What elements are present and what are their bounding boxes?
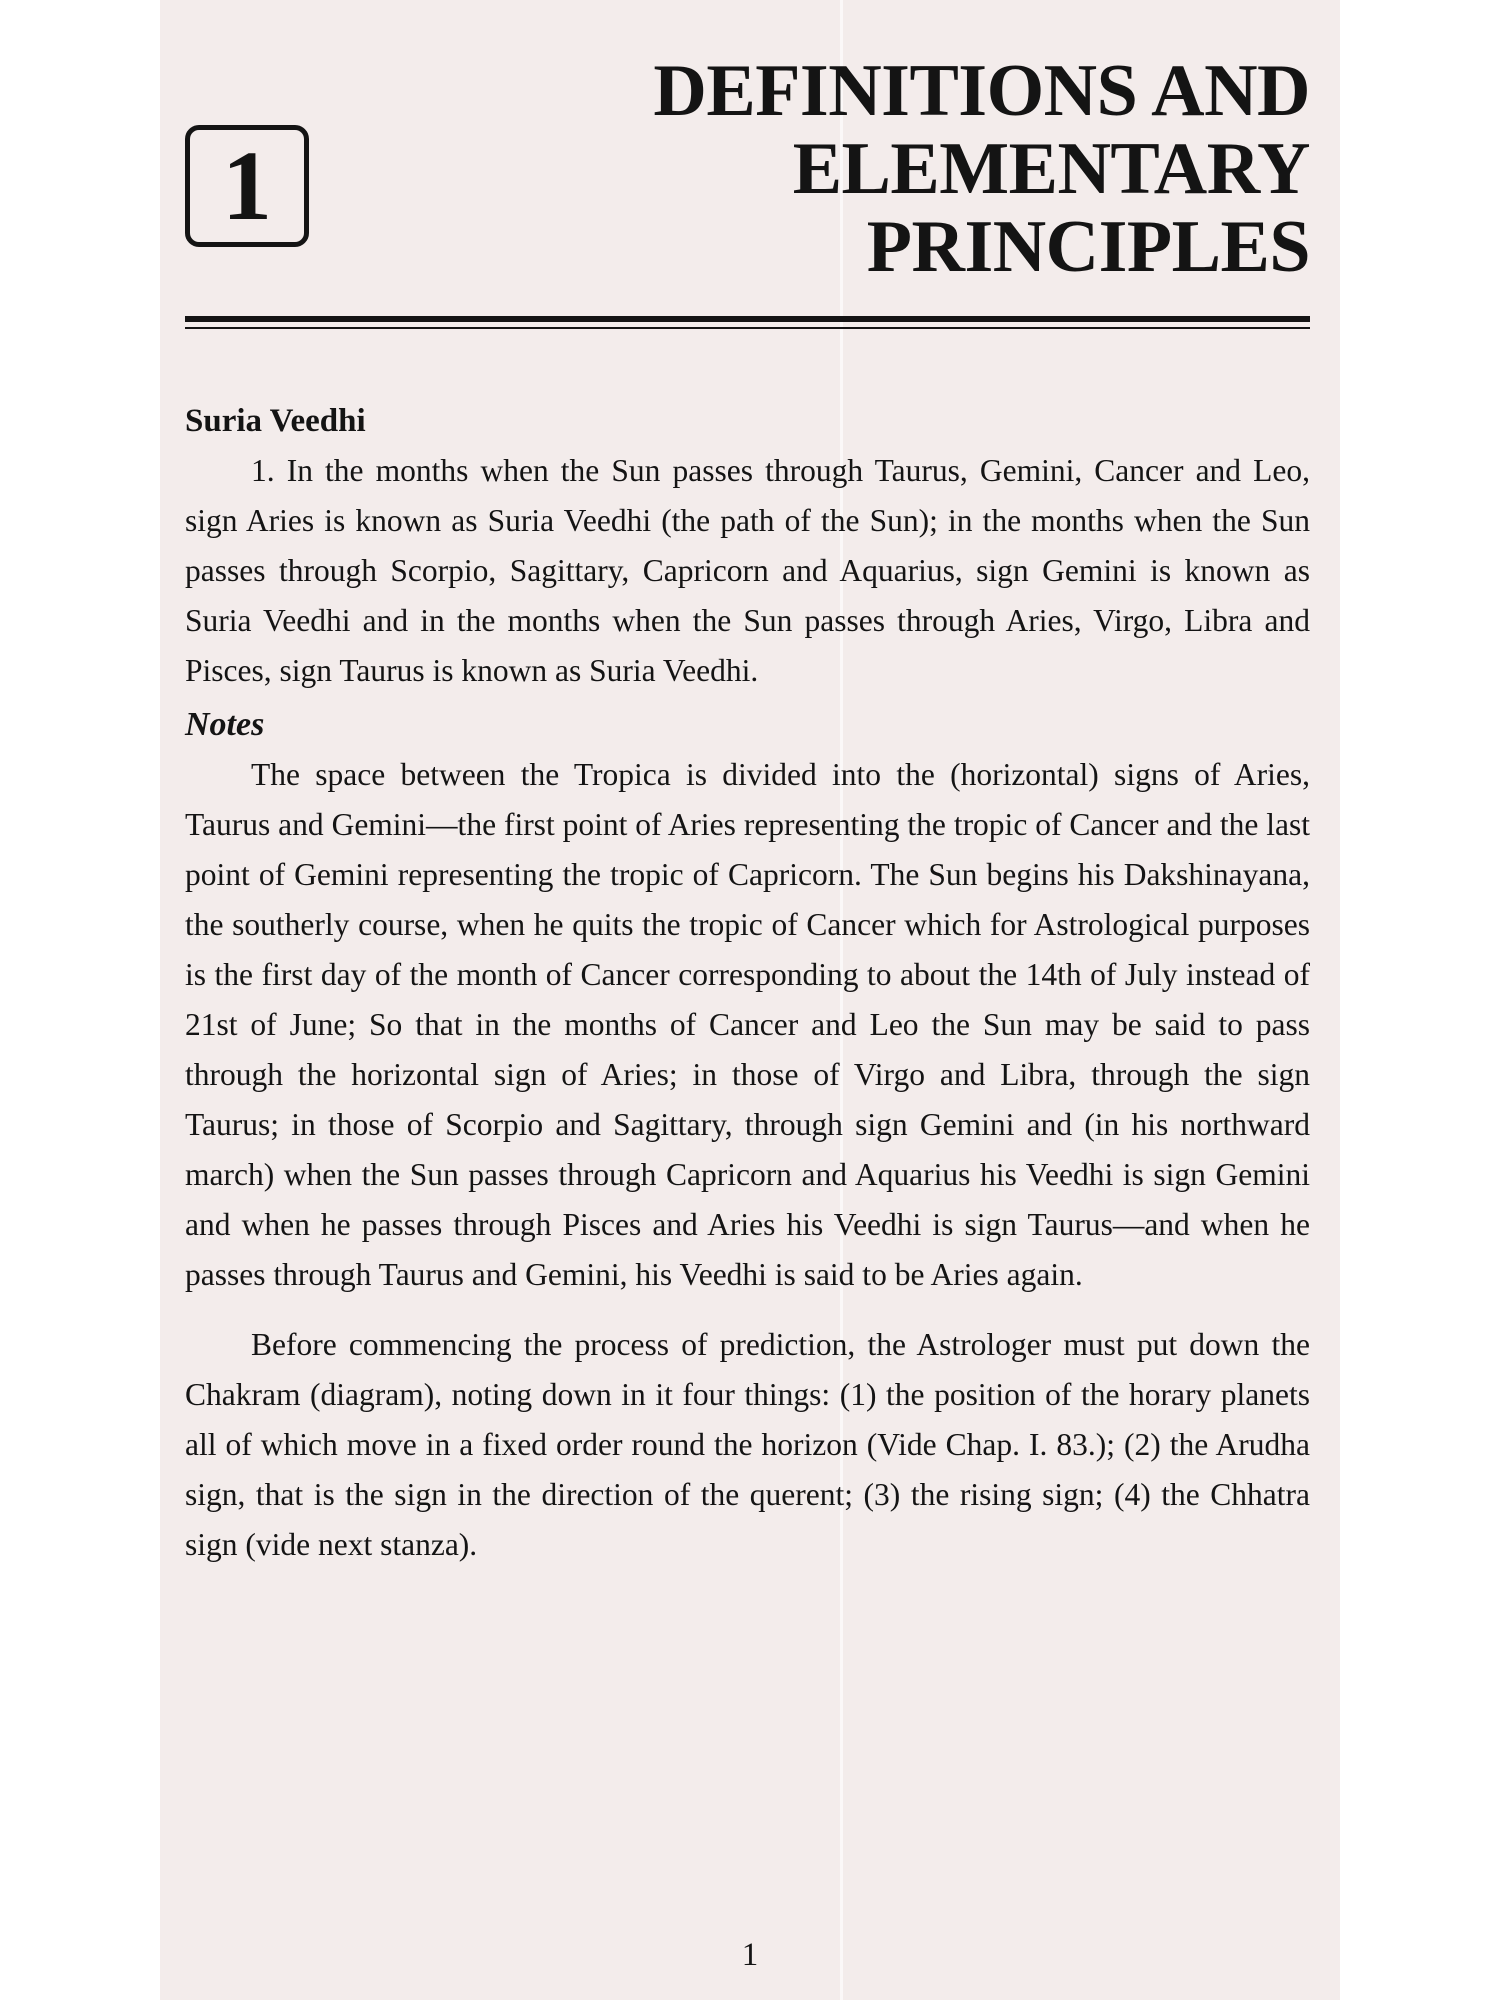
- chapter-title: [490, 52, 1310, 286]
- chapter-number-box: [185, 125, 309, 247]
- body-text: [185, 396, 1310, 1570]
- chapter-title-line: ELEMENTARY: [792, 128, 1310, 210]
- notes-heading: Notes: [185, 706, 265, 743]
- chapter-title-line: DEFINITIONS AND: [653, 50, 1310, 132]
- notes-paragraph: The space between the Tropica is divided into the (horizontal) signs of Aries, Taurus and Gemini—the first point of Aries representing the tropic of Cancer and the last point of Gemini representing the tropic of Capricorn. The Sun begins his Dakshinayana, the southerly course, when he quits the tropic of Cancer which for Astrological purposes is the first day of the month of Cancer corresponding to about the 14th of July instead of 21st of June; So that in the months of Cancer and Leo the Sun may be said to pass through the horizontal sign of Aries; in those of Virgo and Libra, through the sign Taurus; in those of Scorpio and Sagittary, through sign Gemini and (in his northward march) when the Sun passes through Capricorn and Aquarius his Veedhi is sign Gemini and when he passes through Pisces and Aries his Veedhi is sign Taurus—and when he passes through Taurus and Gemini, his Veedhi is said to be Aries again.: [185, 757, 1310, 1292]
- section-heading: Suria Veedhi: [185, 403, 366, 439]
- book-page: [160, 0, 1340, 2000]
- chapter-number: 1: [222, 130, 272, 241]
- notes-paragraph: Before commencing the process of prediction, the Astrologer must put down the Chakram (diagram), noting down in it four things: (1) the position of the horary planets all of which move in a fixed order round the horizon (Vide Chap. I. 83.); (2) the Arudha sign, that is the sign in the direction of the querent; (3) the rising sign; (4) the Chhatra sign (vide next stanza).: [185, 1327, 1310, 1562]
- page-number: 1: [741, 1937, 759, 1973]
- title-rule-thin: [185, 327, 1310, 329]
- chapter-title-line: PRINCIPLES: [866, 206, 1310, 288]
- title-rule-thick: [185, 316, 1310, 322]
- stanza-paragraph: 1. In the months when the Sun passes through Taurus, Gemini, Cancer and Leo, sign Aries is known as Suria Veedhi (the path of the Sun); in the months when the Sun passes through Scorpio, Sagittary, Capricorn and Aquarius, sign Gemini is known as Suria Veedhi and in the months when the Sun passes through Aries, Virgo, Libra and Pisces, sign Taurus is known as Suria Veedhi.: [185, 453, 1310, 688]
